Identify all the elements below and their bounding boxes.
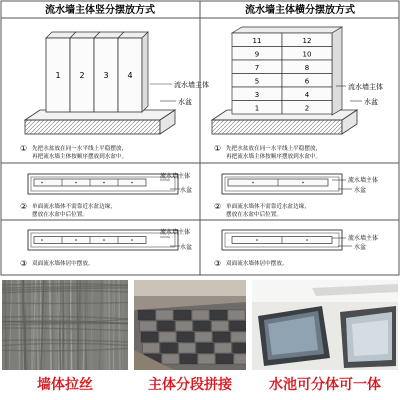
double-sided-topview-left (28, 228, 192, 251)
basin-front-right (212, 120, 342, 134)
horizontal-panel-number: 3 (254, 90, 260, 99)
horizontal-panel-number: 11 (252, 36, 262, 45)
horizontal-panel-number: 6 (304, 77, 310, 86)
label-basin-row3-right: 水盆 (354, 244, 367, 251)
vertical-panel-side (142, 32, 148, 112)
step-marker-2-left: ② (20, 202, 28, 211)
horizontal-panel-number: 12 (302, 36, 312, 45)
label-basin-right: 水盆 (364, 98, 378, 106)
label-basin-left: 水盆 (178, 98, 192, 106)
horizontal-panel-number: 5 (254, 77, 260, 86)
photo-segment-assembly (134, 280, 246, 370)
step-marker-3-right: ③ (214, 259, 222, 268)
vertical-panel-number: 1 (55, 71, 61, 80)
horizontal-panel-number: 9 (254, 50, 260, 59)
step2-line2-right: 摆放在水盆中后位置。 (226, 212, 282, 218)
caption-segment-assembly: 主体分段拼接 (148, 377, 232, 393)
step2-line2-left: 摆放在水盆中后位置。 (32, 212, 88, 218)
horizontal-panel-number: 2 (304, 104, 310, 113)
label-body-row3-right: 流水墙主体 (348, 235, 379, 242)
step3-text-right: 双面流水墙体居中摆放。 (226, 261, 288, 267)
step1-line2-left: 再把流水墙主体按顺序摆放到水盆中。 (32, 154, 128, 160)
vertical-panel-number: 4 (127, 71, 133, 80)
horizontal-panel-number: 4 (304, 90, 310, 99)
label-body-row3-left: 流水墙主体 (160, 229, 191, 236)
step1-line1-left: 先把水盆放在同一水平线上平稳摆放， (32, 146, 128, 152)
single-sided-topview-left (28, 172, 192, 194)
vertical-panel-number: 3 (103, 71, 109, 80)
step3-text-left: 双面流水墙体居中摆放。 (32, 261, 94, 267)
label-body-row2-right: 流水墙主体 (348, 177, 379, 184)
caption-wall-texture: 墙体拉丝 (37, 377, 93, 393)
step-marker-3-left: ③ (20, 259, 28, 268)
step2-line1-right: 单面流水墙体不需靠近水盆边缘， (226, 204, 310, 210)
step2-line1-left: 单面流水墙体不需靠近水盆边缘， (32, 204, 116, 210)
caption-basin: 水池可分体可一体 (269, 377, 381, 393)
step-marker-1-right: ① (214, 144, 222, 153)
vertical-layout-illustration (25, 32, 209, 134)
label-body-row2-left: 流水墙主体 (160, 173, 191, 180)
photo-wall-texture (2, 280, 128, 370)
horizontal-panel-number: 10 (302, 50, 312, 59)
label-basin-row3-left: 水盆 (180, 244, 193, 251)
label-basin-row2-left: 水盆 (180, 187, 193, 194)
photo-basin (252, 280, 398, 370)
step1-line2-right: 再把流水墙主体按顺序摆放到水盆中。 (226, 154, 322, 160)
label-basin-row2-right: 水盆 (354, 187, 367, 194)
horizontal-panel-number: 8 (304, 63, 310, 72)
horizontal-panel-number: 1 (254, 104, 260, 113)
label-body-left: 流水墙主体 (174, 81, 209, 89)
horizontal-layout-illustration (212, 27, 383, 134)
header-right-title: 流水墙主体横分摆放方式 (245, 5, 355, 16)
label-body-right: 流水墙主体 (348, 83, 383, 91)
horizontal-panel-number: 7 (254, 63, 260, 72)
vertical-panel-number: 2 (79, 71, 85, 80)
vertical-panel-group (46, 32, 148, 112)
double-sided-topview-right (222, 230, 378, 251)
step-marker-2-right: ② (214, 202, 222, 211)
step1-line1-right: 先把水盆放在同一水平线上平稳摆放， (226, 146, 322, 152)
basin-front-left (25, 120, 160, 134)
single-sided-topview-right (222, 174, 378, 194)
header-left-title: 流水墙主体竖分摆放方式 (45, 5, 155, 16)
horizontal-panel-grid (232, 33, 332, 114)
step-marker-1-left: ① (20, 144, 28, 153)
